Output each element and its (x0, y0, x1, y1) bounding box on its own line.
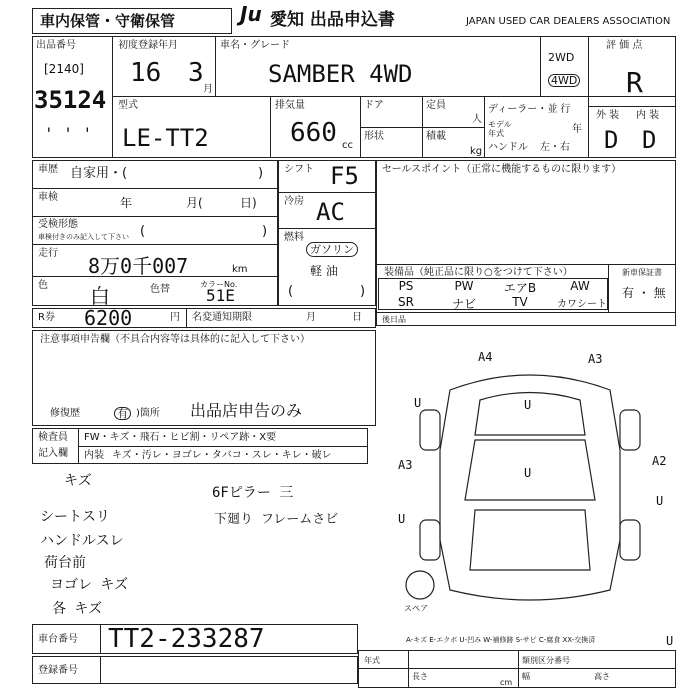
lot-mark: ' ' ' (44, 124, 93, 143)
repair-close: )箇所 (136, 408, 160, 419)
association-name: JAPAN USED CAR DEALERS ASSOCIATION (466, 16, 671, 27)
mileage-unit: km (232, 264, 248, 275)
damage-mark-a2: A2 (652, 454, 667, 468)
equipment-ps: PS (398, 279, 414, 293)
capacity-unit: 人 (472, 114, 482, 125)
inspector-interior-label: 内装 (84, 450, 104, 461)
inspection-day: 日) (240, 196, 257, 210)
equipment-leather: カワシート (557, 299, 607, 310)
inspector-interior-items: キズ・汚レ・ヨゴレ・タバコ・スレ・キレ・破レ (112, 450, 332, 461)
note-line: ハンドルスレ (40, 533, 124, 549)
note-line: シートスリ (40, 509, 110, 525)
mileage-value: 8万0千007 (88, 254, 189, 278)
name-change-month: 月 (306, 312, 316, 323)
mileage-label: 走行 (38, 248, 58, 259)
note-line: 荷台前 (44, 555, 86, 571)
equipment-airbag: エアB (503, 281, 537, 295)
year-label: 年式 (488, 129, 504, 138)
inspector-legend: FW・キズ・飛石・ヒビ割・リペア跡・X要 (84, 432, 277, 443)
equipment-sr: SR (398, 295, 414, 309)
inspection-month: 月( (186, 196, 203, 210)
color-label: 色 (38, 280, 48, 291)
damage-mark-a3-top: A3 (588, 352, 603, 366)
score-label: 評 価 点 (606, 40, 643, 51)
register-row (32, 656, 358, 684)
header-storage-label: 車内保管・守衛保管 (40, 12, 176, 30)
exterior-label: 外 装 (596, 110, 620, 121)
recycle-value: 6200 (84, 306, 133, 330)
damage-mark-u: U (666, 634, 674, 648)
dealer-label: ディーラー・並 行 (488, 104, 571, 115)
exterior-value: D (604, 126, 619, 154)
fuel-label: 燃料 (284, 232, 304, 243)
load-label: 積載 (426, 131, 446, 142)
retrofit-label: 後日品 (382, 315, 406, 324)
receipt-label: 受検形態 (38, 219, 78, 230)
recycle-label: R券 (38, 312, 55, 323)
recycle-unit: 円 (170, 312, 180, 323)
damage-mark-u: U (398, 512, 406, 526)
equipment-pw: PW (454, 279, 474, 293)
displacement-value: 660 (290, 118, 337, 148)
color-swap-label: 色替 (150, 284, 170, 295)
name-change-day: 日 (352, 312, 362, 323)
damage-mark-a3-left: A3 (398, 458, 413, 472)
receipt-open: ( (140, 224, 146, 239)
aircon-value: AC (316, 198, 345, 226)
footer-width: 幅 (522, 672, 530, 681)
car-name-label: 車名・グレード (220, 40, 290, 51)
register-label: 登録番号 (38, 665, 78, 676)
inspection-label: 車検 (38, 192, 58, 203)
history-value: 自家用・( (70, 166, 128, 181)
spare-label: スペア (404, 604, 428, 613)
footer-table (358, 650, 676, 688)
note-line: 各 キズ (52, 601, 103, 617)
registration-month-unit: 月 (203, 84, 213, 95)
damage-mark-u: U (524, 466, 532, 480)
color-code-value: 51E (206, 286, 235, 305)
car-name-value: SAMBER 4WD (268, 60, 413, 88)
registration-label: 初度登録年月 (118, 40, 178, 51)
fuel-gas: ガソリン (306, 242, 358, 257)
interior-label: 内 装 (636, 110, 660, 121)
equipment-tv: TV (512, 295, 528, 309)
color-code-label: カラーNo. (200, 280, 238, 289)
handle-label: ハンドル (488, 142, 528, 153)
year-unit: 年 (572, 124, 582, 135)
warranty-options: 有 ・ 無 (622, 286, 666, 300)
note-line: キズ (64, 473, 92, 489)
shape-label: 形状 (364, 131, 384, 142)
shift-label: シフト (284, 164, 314, 175)
notes-label: 注意事項申告欄（不具合内容等は具体的に記入して下さい） (40, 334, 310, 345)
model-label: 型式 (118, 100, 138, 111)
name-change-label: 名変通知期限 (192, 312, 252, 323)
registration-year: 16 (130, 58, 162, 88)
equipment-label: 装備品（純正品に限り○をつけて下さい） (384, 267, 573, 278)
damage-mark-u: U (656, 494, 664, 508)
history-close: ) (258, 166, 264, 181)
interior-value: D (642, 126, 657, 154)
damage-mark-u: U (414, 396, 422, 410)
drive-2wd: 2WD (548, 51, 575, 64)
equipment-aw: AW (570, 279, 590, 293)
receipt-close: ) (262, 224, 268, 239)
model-value: LE-TT2 (122, 124, 209, 152)
footer-cm: cm (500, 678, 513, 687)
sales-points-label: セールスポイント（正常に機能するものに限ります） (382, 164, 622, 175)
displacement-label: 排気量 (275, 100, 305, 111)
score-value: R (626, 66, 643, 99)
warranty-label: 新車保証書 (622, 268, 662, 277)
receipt-note: 車検付きのみ記入して下さい (38, 233, 129, 241)
inspection-year: 年 (120, 196, 133, 210)
aircon-label: 冷房 (284, 196, 304, 207)
inspector-entry-label: 記入欄 (38, 448, 68, 459)
registration-month: 3 (188, 58, 204, 88)
footer-class-label: 類別区分番号 (522, 656, 570, 665)
form-title: 愛知 出品申込書 (270, 10, 395, 30)
lot-label: 出品番号 (36, 40, 76, 51)
displacement-unit: cc (342, 140, 353, 151)
door-label: ドア (364, 100, 384, 111)
drive-4wd: 4WD (548, 74, 580, 87)
note-line-right: 下廻り フレームさビ (214, 512, 339, 527)
shift-value: F5 (330, 162, 359, 190)
fuel-diesel: 軽 油 (310, 264, 338, 278)
note-line: ヨゴレ キズ (50, 577, 129, 593)
note-line-right: 6Fピラー 三 (212, 485, 294, 501)
load-unit: kg (470, 146, 483, 157)
model-year-label: モデル (488, 120, 512, 129)
capacity-label: 定員 (426, 100, 446, 111)
repair-value: 有 (114, 407, 131, 420)
fuel-open: ( (288, 284, 294, 299)
color-value: 白 (90, 284, 110, 308)
lot-sub: [2140] (44, 62, 84, 76)
damage-mark-u: U (524, 398, 532, 412)
car-diagram (380, 340, 680, 630)
equipment-navi: ナビ (451, 297, 476, 311)
damage-mark-a4: A4 (478, 350, 493, 364)
handle-options: 左・右 (540, 142, 570, 153)
brand-logo: Ju (240, 2, 262, 26)
chassis-label: 車台番号 (38, 634, 78, 645)
diagram-legend: A-キズ E-エクボ U-凹み W-補修跡 S-サビ C-腐食 XX-交換済 (406, 636, 596, 644)
fuel-close: ) (360, 284, 366, 299)
repair-detail: 出品店申告のみ (190, 401, 303, 420)
footer-plate-label: 年式 (364, 656, 380, 665)
footer-height: 高さ (594, 672, 610, 681)
inspector-label: 検査員 (38, 432, 68, 443)
lot-number: 35124 (34, 86, 107, 114)
footer-length: 長さ (412, 672, 428, 681)
chassis-value: TT2-233287 (108, 624, 265, 654)
history-label: 車歴 (38, 164, 58, 175)
repair-label: 修復歴 (50, 408, 80, 419)
